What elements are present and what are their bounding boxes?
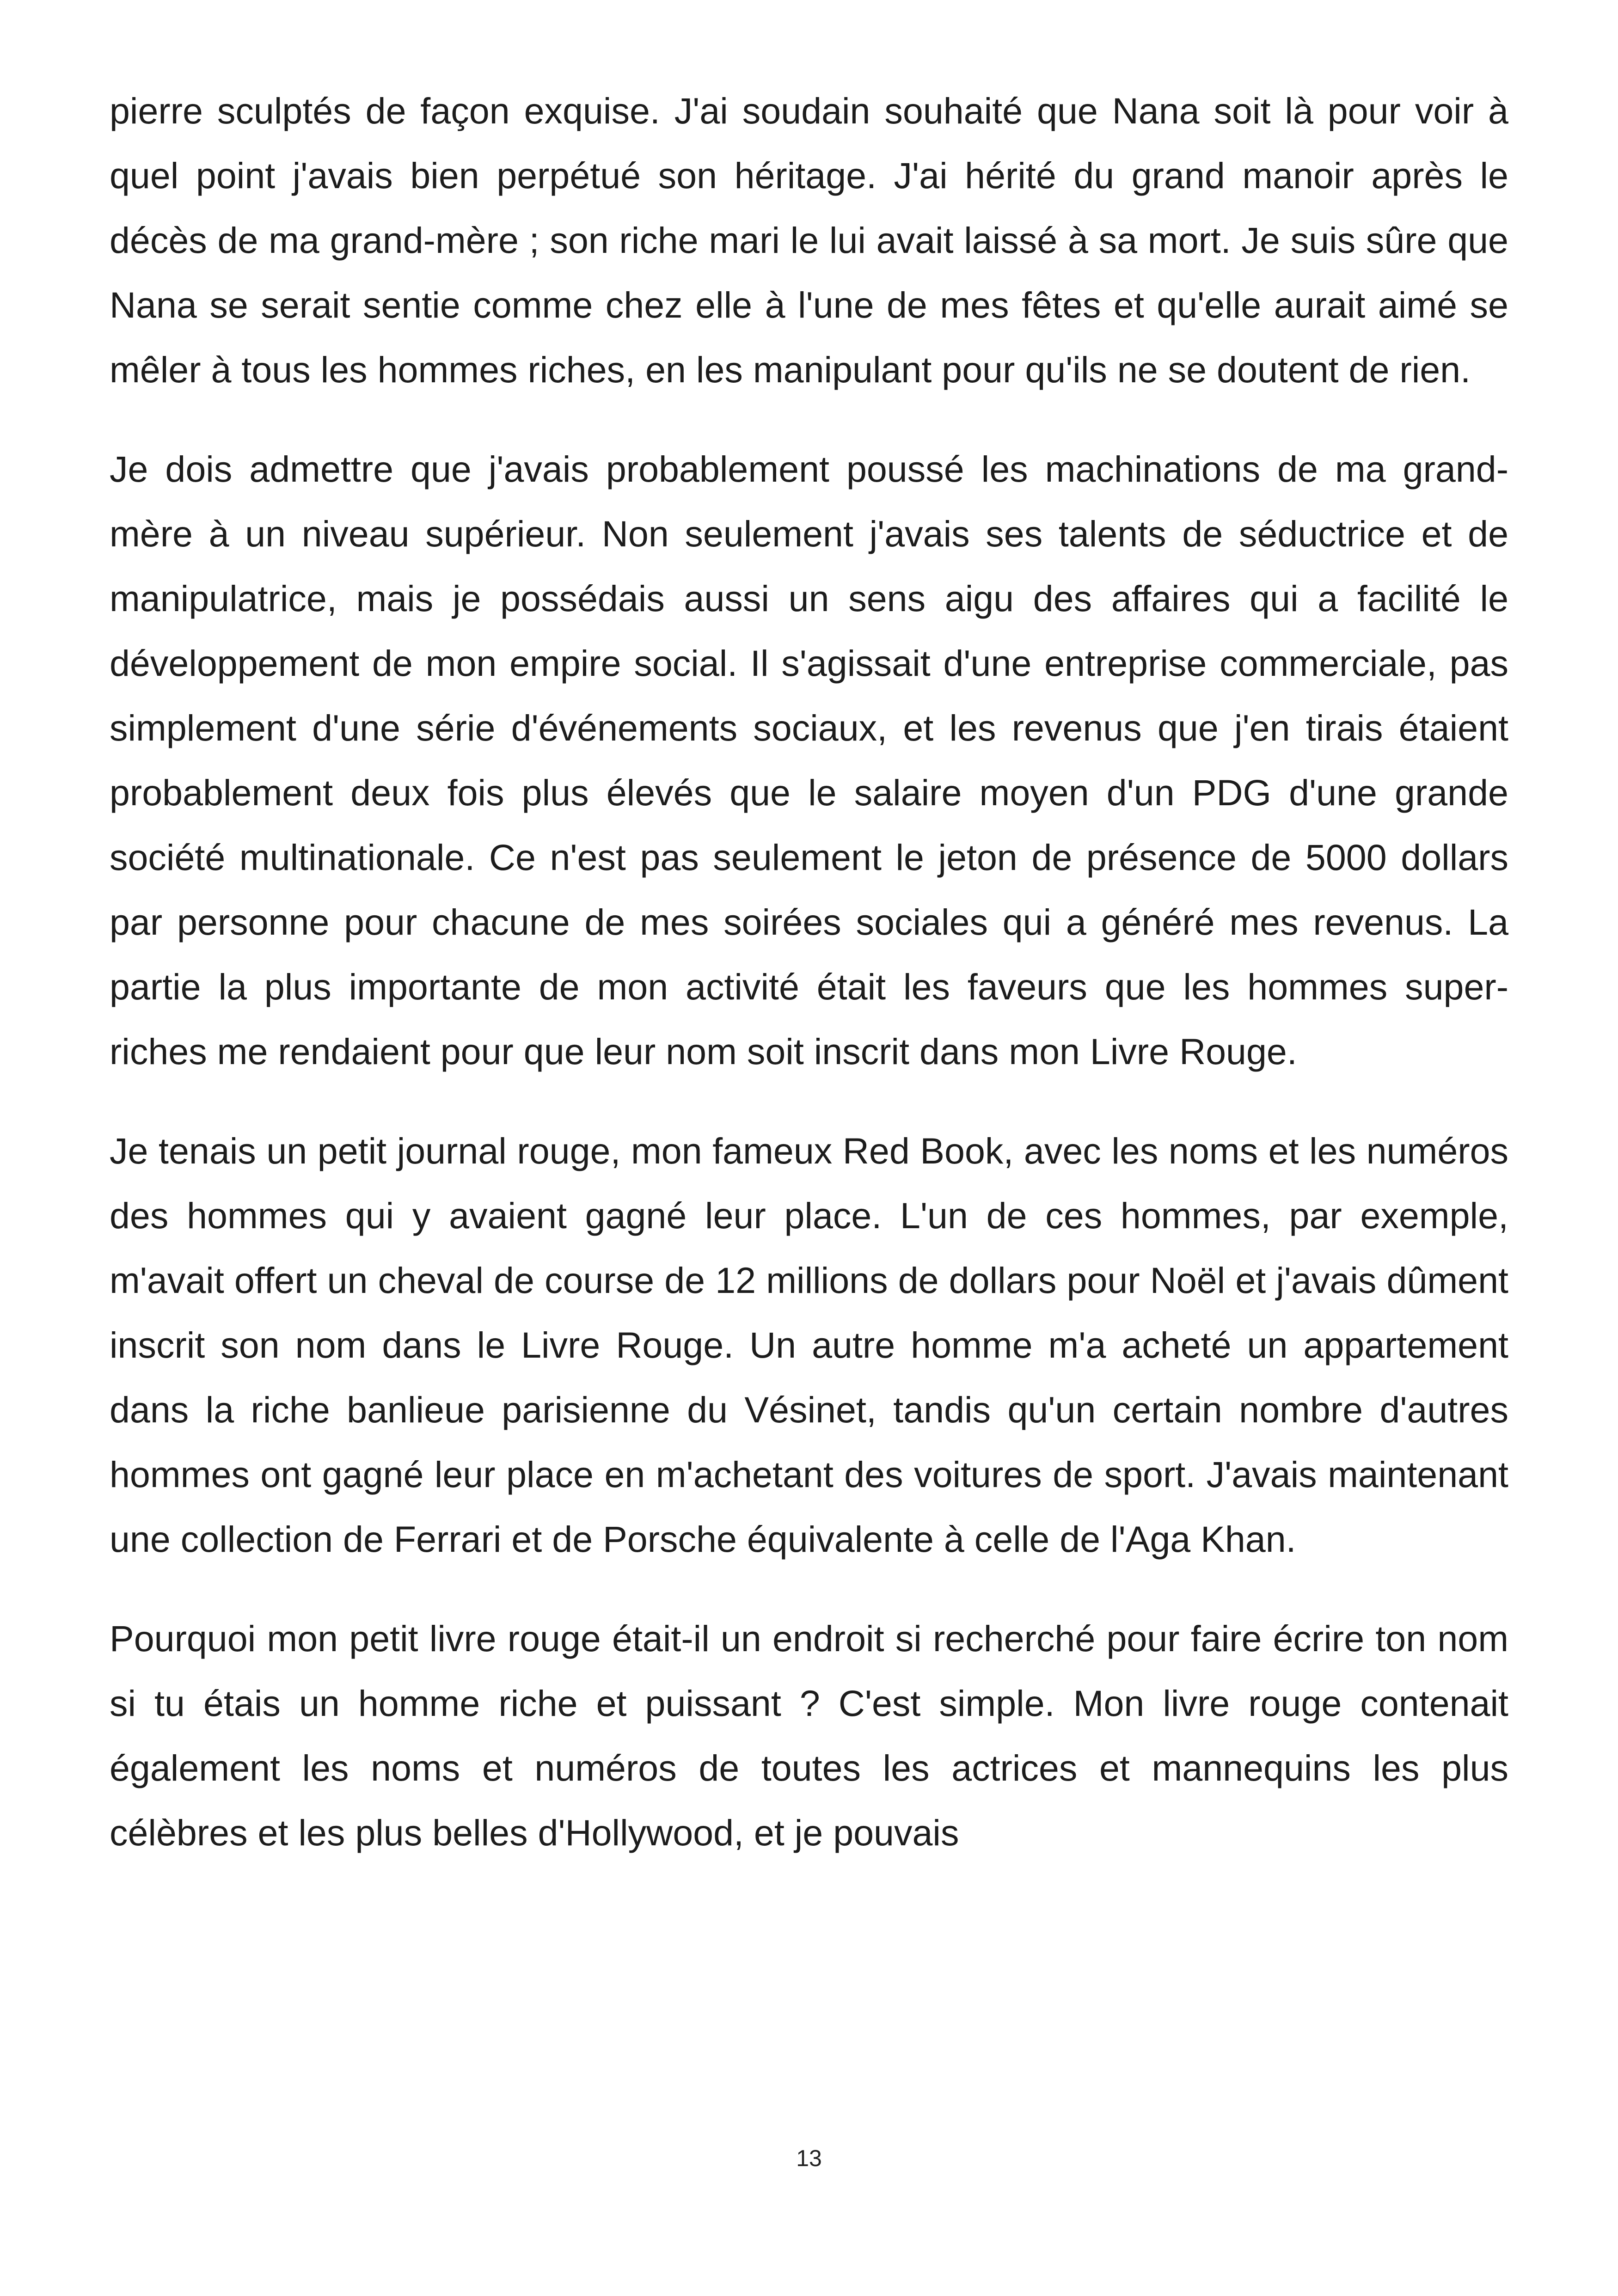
body-text <box>110 79 1508 1900</box>
page-number: 13 <box>796 2145 822 2171</box>
paragraph-3: Je tenais un petit journal rouge, mon fameux Red Book, avec les noms et les numéros des hommes qui y avaient gagné leur place. L'un de ces hommes, par exemple, m'avait offert un cheval de course de 12 millions de dollars pour Noël et j'avais dûment inscrit son nom dans le Livre Rouge. Un autre homme m'a acheté un appartement dans la riche banlieue parisienne du Vésinet, tandis qu'un certain nombre d'autres hommes ont gagné leur place en m'achetant des voitures de sport. J'avais maintenant une collection de Ferrari et de Porsche équivalente à celle de l'Aga Khan. <box>110 1130 1508 1560</box>
paragraph-4: Pourquoi mon petit livre rouge était-il un endroit si recherché pour faire écrire ton nom si tu étais un homme riche et puissant ? C'est simple. Mon livre rouge contenait également les noms et numéros de toutes les actrices et mannequins les plus célèbres et les plus belles d'Hollywood, et je pouvais <box>110 1618 1508 1853</box>
paragraph-2: Je dois admettre que j'avais probablement poussé les machinations de ma grand-mère à un niveau supérieur. Non seulement j'avais ses talents de séductrice et de manipulatrice, mais je possédais aussi un sens aigu des affaires qui a facilité le développement de mon empire social. Il s'agissait d'une entreprise commerciale, pas simplement d'une série d'événements sociaux, et les revenus que j'en tirais étaient probablement deux fois plus élevés que le salaire moyen d'un PDG d'une grande société multinationale. Ce n'est pas seulement le jeton de présence de 5000 dollars par personne pour chacune de mes soirées sociales qui a généré mes revenus. La partie la plus importante de mon activité était les faveurs que les hommes super-riches me rendaient pour que leur nom soit inscrit dans mon Livre Rouge. <box>110 448 1508 1072</box>
paragraph-1: pierre sculptés de façon exquise. J'ai soudain souhaité que Nana soit là pour voir à quel point j'avais bien perpétué son héritage. J'ai hérité du grand manoir après le décès de ma grand-mère ; son riche mari le lui avait laissé à sa mort. Je suis sûre que Nana se serait sentie comme chez elle à l'une de mes fêtes et qu'elle aurait aimé se mêler à tous les hommes riches, en les manipulant pour qu'ils ne se doutent de rien. <box>110 90 1508 390</box>
